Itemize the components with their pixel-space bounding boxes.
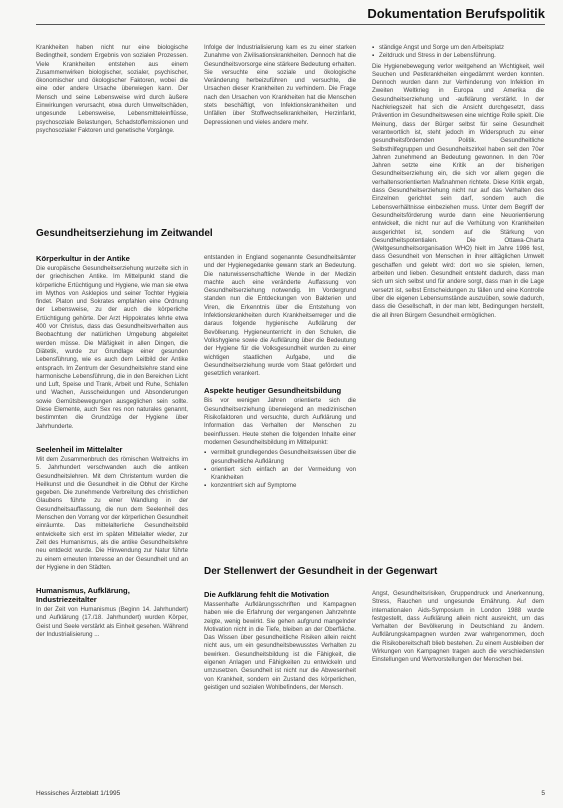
intro-bullet-list (372, 44, 544, 61)
text-mittelalter: Mit dem Zusammenbruch des römischen Weltreichs im 5. Jahrhundert verschwanden auch die antiken Gesundheitslehren. Mit dem Christentum wurden die Heilkunst und die Gesundheit in die Obhut der Kirche gegeben. Die zunehmende Verbreitung des christlichen Glaubens führte zu einer Wandlung in der Gesundheitsauffassung, die nun dem Seelenheil des Menschen den Vorrang vor der körperlichen Gesundheit einräumte. Das mittelalterliche Gesundheitsbild entwickelte sich erst im späten Mittelalter wieder, zur Zeit des Humanismus, als die antike Gesundheitslehre neu entdeckt wurde. Die Hinwendung zur Natur führte zu einem erneuten Interesse an der Gesundheit und an der Hygiene in den Städten. (36, 455, 188, 571)
intro-text-mid: Infolge der Industrialisierung kam es zu einer starken Zunahme von Zivilisationskrankheiten. Dennoch hat die Gesundheitsvorsorge eine stärkere Bedeutung erhalten. Sie versuchte eine soziale und ökologische Veränderung herbeizuführen und versuchte, die Ursachen dieser Krankheiten zu verhindern. Die Frage nach den Ursachen von Krankheiten hat die Menschen stets beschäftigt, von Infektionskrankheiten und Unfällen über Stoffwechselkrankheiten, Herzinfarkt, Depressionen und vieles andere mehr. (204, 44, 356, 126)
text-antike: Die europäische Gesundheitserziehung wurzelte sich in der griechischen Antike. Im Mittelpunkt stand die körperliche Ertüchtigung und Hygiene, wie man sie etwa im Mythos von Asklepios und seiner Tochter Hygieia findet. Platon und Sokrates empfahlen eine Ordnung der Lebensweise, zu der auch die körperliche Ertüchtigung gehörte. Der Arzt Hippokrates lehrte etwa 400 vor Christus, dass das Gesundheitsverhalten aus Beobachtung der natürlichen Umgebung abgeleitet werden müsse. Die Mäßigkeit in allen Dingen, die Diätetik, wurde zur Grundlage einer gesunden Lebensführung, wie es auch dem Leitbild der Antike entsprach. Im Zentrum der Gesundheitslehre stand eine harmonische Lebensführung, die in den Bereichen Licht und Luft, Speise und Trank, Arbeit und Ruhe, Schlafen und Wachen, Ausscheidungen und Absonderungen sowie Gemütsbewegungen ausgeglichen sein sollte. Diese Elemente, auch Sex res non naturales genannt, bestimmten die Grundzüge der Hygiene über Jahrhunderte. (36, 265, 188, 430)
intro-text-left: Krankheiten haben nicht nur eine biologische Bedingtheit, sondern Ergebnis von sozialen Prozessen. Viele Krankheiten entstehen aus einem Zusammenwirken biologischer, sozialer, psychischer, ökonomischer und ökologischer Faktoren, wobei die eine oder andere Ursache überwiegen kann. Der Mensch und seine Lebensweise wird durch äußere Einwirkungen verursacht, etwa durch Umweltschäden, ungesunde Lebensweise, Lebensmitteleinflüsse, psychosoziale Belastungen, Schadstoffemissionen und psychosozialer Faktoren und genetische Vorgänge. (36, 44, 188, 134)
heading-antike: Körperkultur in der Antike (36, 254, 130, 263)
intro-column-mid (204, 44, 356, 220)
column-2 (204, 254, 356, 548)
column-3 (372, 44, 544, 556)
aspekte-bullet-list (204, 449, 356, 490)
text-col2-cont: entstanden in England sogenannte Gesundheitsämter und der Hygienegedanke gewann stark an Bedeutung. Die naturwissenschaftliche Wende in der Medizin machte auch eine veränderte Auffassung von Gesundheitserziehung notwendig. Im Vordergrund standen nun die Entdeckungen von Bakterien und Viren, die Erkenntnis über die Entstehung von Infektionskrankheiten durch Krankheitserreger und die daraus folgende hygienische Aufklärung der Bevölkerung. Hygieneunterricht in den Schulen, die Volkshygiene sowie die Aufklärung über die Bedeutung der Hygiene für die Volksgesundheit wurden zu einer wichtigen staatlichen Aufgabe, und die Gesundheitserziehung wurde vom Staat gefördert und gesetzlich verankert. (204, 254, 356, 378)
list-item: ▪ konzentriert sich auf Symptome (211, 482, 356, 490)
page-number: 5 (541, 790, 545, 797)
header-rule (36, 24, 545, 25)
column-1 (36, 254, 188, 784)
heading-humanismus: Humanismus, Aufklärung, Industriezeitalter (36, 586, 130, 605)
page-header-title: Dokumentation Berufspolitik (367, 6, 545, 21)
list-item: ▪ ständige Angst und Sorge um den Arbeitsplatz (379, 44, 544, 52)
section-title-zeitwandel: Gesundheitserziehung im Zeitwandel (36, 228, 213, 239)
footer-source: Hessisches Ärzteblatt 1/1995 (36, 790, 121, 797)
text-aspekte: Bis vor wenigen Jahren orientierte sich die Gesundheitserziehung überwiegend an medizinischen Risikofaktoren und versuchte, durch Aufklärung und Information das Verhalten der Menschen zu beeinflussen. Heute stehen die folgenden Inhalte einer modernen Gesundheitsbildung im Mittelpunkt: (204, 397, 356, 446)
column-3-lower (372, 590, 544, 784)
heading-mittelalter: Seelenheil im Mittelalter (36, 444, 123, 454)
list-item: ▪ vermittelt grundlegendes Gesundheitswissen über die gesundheitliche Aufklärung (211, 449, 356, 466)
heading-aspekte: Aspekte heutiger Gesundheitsbildung (204, 386, 342, 396)
text-aufklaerung: Massenhafte Aufklärungsschriften und Kampagnen haben wie die Erfahrung der vergangenen Jahrzehnte zeigte, wenig bewirkt. Sie gehen aufgrund mangelnder Motivation nicht in die Tiefe, bleiben an der Oberfläche. Das Wissen über gesundheitliche Risiken allein reicht nicht aus, um ein gesundheitsbewusstes Verhalten zu bewirken. Gesundheitsbildung ist die Fähigkeit, die eigenen Anlagen und Fähigkeiten zu entwickeln und umzusetzen. Gesundheit ist nicht nur die Abwesenheit von Krankheit, sondern ein Zustand des körperlichen, geistigen und sozialen Wohlbefindens, der Mensch. (204, 601, 356, 691)
text-stellenwert-right: Angst, Gesundheitsrisiken, Gruppendruck und Anerkennung, Stress, Rauchen und ungesunde Ernährung. Auf dem internationalen Aids-Symposium in London 1988 wurde festgestellt, dass Aufklärung allein nicht ausreicht, um das Verhalten der Bevölkerung in Deutschland zu ändern. Aufklärungskampagnen wurden zwar wahrgenommen, doch die Risikobereitschaft blieb bestehen. Zu einem Ausbleiben der Wirkungen von Kampagnen tragen auch die verschiedensten Einstellungen und Wertvorstellungen der Menschen bei. (372, 590, 544, 664)
text-col3: Die Hygienebewegung verlor weitgehend an Wichtigkeit, weil Seuchen und Pestkrankheiten eingedämmt werden konnten. Dennoch wurden dann zur Verhinderung von Infektion im Zweiten Weltkrieg in Europa und Amerika die Gesundheitserziehung und -aufklärung verstärkt. In der Nachkriegszeit hat sich die Ansicht durchgesetzt, dass Prävention im Gesundheitswesen eine wichtige Rolle spielt. Die Meinung, dass der Bürger selbst für seine Gesundheit verantwortlich ist, steht jedoch im Widerspruch zu einer gesundheitsfördernden Politik. Gesundheitliche Selbsthilfegruppen und Gesundheitszirkel haben seit den 70er Jahren zunehmend an Bedeutung gewonnen. In den 70er Jahren setzte eine Kritik an der bisherigen Gesundheitserziehung ein, die sich vor allem gegen die verhaltensorientierten Maßnahmen richtete. Diese Kritik ergab, dass Gesundheitserziehung nicht nur auf das Verhalten des Einzelnen gerichtet sein darf, sondern auch die Lebensverhältnisse einbeziehen muss. Unter dem Begriff der Gesundheitsförderung wurde dann eine Neuorientierung entwickelt, die nicht nur auf die Verhütung von Krankheiten ausgerichtet ist, sondern auf die Stärkung von Gesundheitspotentialen. Die Ottawa-Charta (Weltgesundheitsorganisation WHO) hielt im Jahre 1986 fest, dass Gesundheit von Menschen in ihrer alltäglichen Umwelt geschaffen und gelebt wird: dort wo sie spielen, lernen, arbeiten und lieben. Gesundheit entsteht dadurch, dass man sich um sich selbst und für andere sorgt, dass man in die Lage versetzt ist, selbst Entscheidungen zu fällen und eine Kontrolle über die eigenen Lebensumstände auszuüben, sowie dadurch, dass die Gesellschaft, in der man lebt, Bedingungen herstellt, die all ihren Bürgern Gesundheit ermöglichen. (372, 62, 544, 319)
list-item: ▪ orientiert sich einfach an der Vermeidung von Krankheiten (211, 466, 356, 483)
column-2-lower (204, 590, 356, 784)
intro-column-left (36, 44, 188, 220)
text-humanismus: In der Zeit von Humanismus (Beginn 14. Jahrhundert) und Aufklärung (17./18. Jahrhundert) wurden Körper, Geist und Seele verstärkt als Einheit gesehen. Während der Industrialisierung ... (36, 606, 188, 638)
heading-aufklaerung: Die Aufklärung fehlt die Motivation (204, 590, 330, 599)
section-title-stellenwert: Der Stellenwert der Gesundheit in der Gegenwart (204, 566, 438, 577)
list-item: ▪ Zeitdruck und Stress in der Lebensführung. (379, 52, 544, 60)
